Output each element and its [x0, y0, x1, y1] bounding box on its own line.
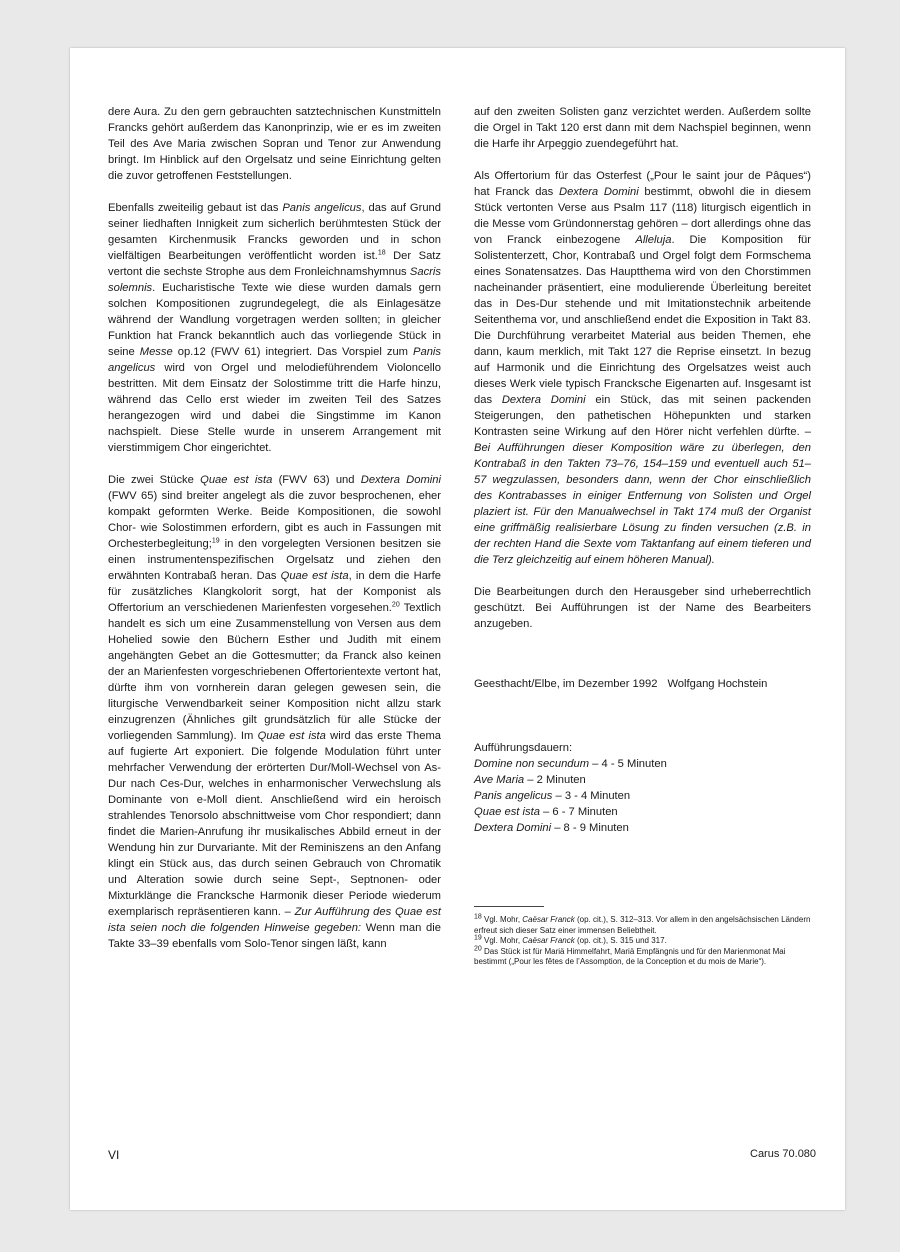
footnote-divider: [474, 906, 544, 907]
work-title: Dextera Domini: [474, 822, 552, 834]
duration-time: – 8 - 9 Minuten: [551, 822, 629, 834]
text-run: op.12 (FWV 61) integriert. Das Vorspiel zum: [172, 346, 414, 358]
footnote: [474, 944, 811, 968]
text-run: wird das erste Thema auf fugierte Art exponiert. Die folgende Modulation führt unter mehrfacher Verwendung der erörterten Dur/Moll-Wechsel von As-Dur nach Ces-Dur, welches in enharmonischer Verwechslung als Dominante von e-Moll dient. Anschließend wird ein heroisch strahlendes Tenorsolo abschnittweise vom Chor respondiert; dann findet die Marien-Anrufung ihr musikalisches Abbild erneut in der Wendung hin zur Durvariante. Mit der Reminiszens an den Anfang klingt ein Stück aus, das durch seinen Gebrauch von Chromatik und Alteration sowie durch seine Sept-, Septnonen- oder Mixturklänge die Francksche Harmonik dieser Periode wiederum exemplarisch repräsentieren kann. –: [108, 730, 441, 918]
duration-item: [474, 788, 811, 804]
duration-time: – 6 - 7 Minuten: [539, 806, 618, 818]
duration-time: – 4 - 5 Minuten: [589, 758, 667, 770]
work-title: Quae est ista: [200, 474, 273, 486]
text-run: . Eucharistische Texte wie diese wurden damals gern solchen Kompositionen zugrundegelegt, die als Einlagesätze während der Wandlung vorgetragen werden sollten; in gleicher Funktion hat Franck bekanntlich auch das vorliegende Stück in seine: [108, 282, 441, 358]
emphasis: Zur Aufführung des: [294, 906, 395, 918]
work-title: Dextera Domini: [558, 186, 639, 198]
signature-line: [474, 676, 811, 692]
work-title: Quae est ista: [108, 906, 441, 934]
performance-durations: [474, 740, 811, 836]
left-text-column: [108, 104, 441, 952]
text-run: , in dem die Harfe für zusätzliches Klangkolorit sorgt, hat der Komponist als Offertorium an verschiedenen Marienfesten vorgesehen.: [108, 570, 441, 614]
work-title: Dextera Domini: [360, 474, 441, 486]
paragraph: [108, 472, 441, 952]
duration-time: – 3 - 4 Minuten: [552, 790, 631, 802]
page-number: VI: [108, 1148, 120, 1162]
work-title: Ave Maria: [474, 774, 525, 786]
text-run: wird von Orgel und melodieführendem Violoncello bestritten. Mit dem Einsatz der Solostimme tritt die Harfe hinzu, während das Cello erst wieder im zweiten Teil des Satzes herangezogen wird und dabei die Singstimme im Kanon nachspielt. Diese Stelle wurde in unserem Arrangement mit vierstimmigem Chor eingerichtet.: [108, 362, 441, 454]
paragraph: [474, 104, 811, 152]
paragraph-text: auf den zweiten Solisten ganz verzichtet werden. Außerdem sollte die Orgel in Takt 120 erst dann mit dem Nachspiel beginnen, wenn die Harfe ihr Arpeggio zuendegeführt hat.: [474, 106, 811, 150]
text-run: Wenn man die Takte 33–39 ebenfalls vom Solo-Tenor singen läßt, kann: [108, 922, 441, 950]
work-title: Sacris solemnis: [108, 266, 441, 294]
duration-item: [474, 772, 811, 788]
work-title: Quae est ista: [280, 570, 349, 582]
text-run: (FWV 65) sind breiter angelegt als die zuvor besprochenen, eher kompakt geformten Werke. Beide Kompositionen, die sowohl Chor- wie Solostimmen erfordern, gibt es auch in Fassungen mit Orchesterbegleitung;: [108, 490, 441, 550]
text-run: (FWV 63) und: [272, 474, 361, 486]
work-title: Quae est ista: [257, 730, 326, 742]
footnote: [474, 915, 811, 936]
footnote-number: 19: [474, 934, 482, 942]
footnote-ref: 18: [377, 249, 386, 257]
paragraph: [474, 168, 811, 568]
text-run: Als Offertorium für das Osterfest („Pour le saint jour de Pâques“) hat Franck das: [474, 170, 811, 198]
footnote-ref: 20: [391, 601, 400, 609]
text-run: Textlich handelt es sich um eine Zusammenstellung von Versen aus dem Hohelied sowie den Büchern Esther und Judith mit einem angehängten Gebet an die Gottesmutter; da Franck also keinen der an Marienfesten vorgeschriebenen Offertorientexte vertont hat, dürfte ihm von vornherein daran gelegen gewesen sein, die liturgische Verwendbarkeit seiner Komposition nicht allzu stark einzugrenzen (Ähnliches gilt grundsätzlich für alle Stücke der vorliegenden Sammlung). Im: [108, 602, 441, 742]
text-run: (op. cit.), S. 315 und 317.: [574, 936, 667, 945]
text-run: in den vorgelegten Versionen besitzen sie einen instrumentenspezifischen Orgelsatz und ziehen den erwähnten Kontrabaß heran. Das: [108, 538, 441, 582]
work-title: Panis angelicus: [474, 790, 553, 802]
text-run: ein Stück, das mit seinen packenden Steigerungen, den pathetischen Höhepunkten und starken Kontrasten seine Wirkung auf den Hörer nicht verfehlen dürfte. –: [474, 394, 811, 438]
emphasis: Alleluja: [635, 234, 672, 246]
duration-time: – 2 Minuten: [524, 774, 586, 786]
paragraph: [108, 104, 441, 184]
signature-name: Wolfgang Hochstein: [667, 678, 768, 690]
durations-heading: Aufführungsdauern:: [474, 742, 573, 754]
text-run: . Die Komposition für Solistenterzett, Chor, Kontrabaß und Orgel folgt dem Formschema eines Sonatensatzes. Das Hauptthema wird von den Chorstimmen nacheinander präsentiert, eine modulierende Überleitung bereitet das in Des-Dur stehende und mit Imitationstechnik arbeitende Seitenthema vor, und anschließend endet die Exposition in Takt 83. Die Durchführung verarbeitet Material aus beiden Themen, ehe dann, kaum merklich, mit Takt 127 die Reprise einsetzt. In bezug auf Harmonik und die Einrichtung des Orgelsatzes weist auch dieses Werk viele typisch Francksche Eigenarten auf. Insgesamt ist das: [474, 234, 811, 406]
paragraph: [474, 584, 811, 632]
work-title: Messe: [139, 346, 173, 358]
right-text-column: [474, 104, 811, 836]
paragraph-text: dere Aura. Zu den gern gebrauchten satztechnischen Kunstmitteln Francks gehört außerdem das Kanonprinzip, wie er es im zweiten Teil des Ave Maria zwischen Sopran und Tenor zur Anwendung bringt. Im Hinblick auf den Orgelsatz und seine Einrichtung gelten die zuvor getroffenen Feststellungen.: [108, 106, 441, 182]
emphasis: Bei Aufführungen dieser Komposition wäre zu überlegen, den Kontrabaß in den Takten 73–76, 154–159 und eventuell auch 51–57 wegzulassen, besonders dann, wenn der Chor einschließlich des Kontrabasses in einiger Entfernung von Solisten und Orgel plaziert ist. Für den Manualwechsel in Takt 174 muß der Organist eine griffmäßig realisierbare Lösung zu finden versuchen (z.B. in der rechten Hand die Sexte vom Taktanfang auf einem tieferen und die Terz gleichzeitig auf einem höheren Manual).: [474, 442, 811, 566]
text-run: Die zwei Stücke: [108, 474, 201, 486]
text-run: (op. cit.), S. 312–313. Vor allem in den angelsächsischen Ländern erfreut sich dieser Satz einer immensen Beliebtheit.: [474, 915, 811, 935]
work-title: Quae est ista: [474, 806, 540, 818]
text-run: Ebenfalls zweiteilig gebaut ist das: [108, 202, 283, 214]
footnote-ref: 19: [211, 537, 220, 545]
duration-item: [474, 804, 811, 820]
work-title: Caësar Franck: [522, 936, 575, 945]
text-run: Das Stück ist für Mariä Himmelfahrt, Mariä Empfängnis und für den Marienmonat Mai bestimmt („Pour les fêtes de l’Assomption, de la Conception et du mois de Marie“).: [474, 946, 786, 966]
duration-item: [474, 756, 811, 772]
work-title: Panis angelicus: [108, 346, 442, 374]
paragraph: [108, 200, 441, 456]
text-run: , das auf Grund seiner liedhaften Innigkeit zum sicherlich berühmtesten Stück der gesamten Kirchenmusik Francks geworden und in schon vielfältigen Bearbeitungen veröffentlicht worden ist.: [108, 202, 441, 262]
text-run: Vgl. Mohr,: [481, 936, 523, 945]
paragraph-text: Die Bearbeitungen durch den Herausgeber sind urheberrechtlich geschützt. Bei Aufführungen ist der Name des Bearbeiters anzugeben.: [474, 586, 811, 630]
duration-item: [474, 820, 811, 836]
footnotes: [474, 906, 811, 968]
document-page: [70, 48, 845, 1210]
work-title: Domine non secundum: [474, 758, 590, 770]
text-run: Vgl. Mohr,: [481, 915, 523, 924]
footnote-number: 20: [474, 944, 482, 952]
work-title: Dextera Domini: [501, 394, 586, 406]
signature-place: Geesthacht/Elbe, im Dezember 1992: [474, 678, 658, 690]
work-title: Panis angelicus: [282, 202, 362, 214]
text-run: Der Satz vertont die sechste Strophe aus dem Fronleichnamshymnus: [108, 250, 441, 278]
footnote-number: 18: [474, 913, 482, 921]
work-title: Caësar Franck: [522, 915, 575, 924]
catalog-number: Carus 70.080: [750, 1148, 817, 1160]
emphasis: seien noch die folgenden Hinweise gegeben:: [125, 922, 362, 934]
footnote: [474, 936, 811, 947]
text-run: bestimmt, obwohl die in diesem Stück vertonten Verse aus Psalm 117 (118) liturgisch eigentlich in die Messe vom Gründonnerstag gehören – dort allerdings ohne das von Franck einbezogene: [474, 186, 811, 246]
